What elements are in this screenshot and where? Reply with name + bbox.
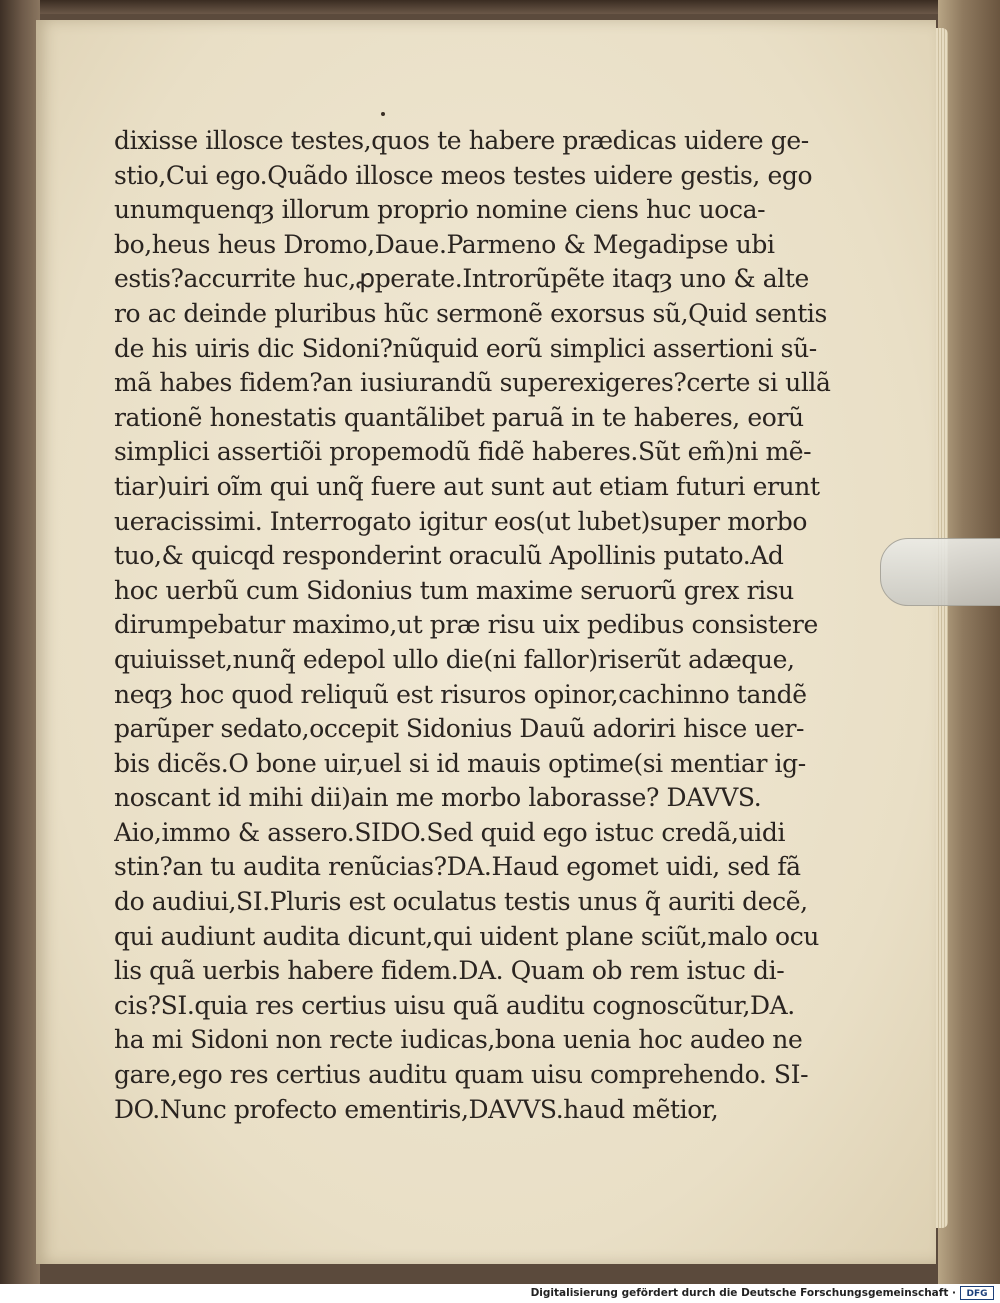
dfg-logo: DFG [960,1286,994,1300]
text-line: mã habes fidem?an iusiurandũ superexigeres?certe si ullã [114,368,831,398]
text-line: dirumpebatur maximo,ut præ risu uix pedibus consistere [114,610,818,640]
text-line: bo,heus heus Dromo,Daue.Parmeno & Megadipse ubi [114,229,775,259]
text-line: tiar)uiri oĩm qui unq̃ fuere aut sunt aut etiam futuri erunt [114,471,820,501]
text-line: Aio,immo & assero.SIDO.Sed quid ego istuc credã,uidi [114,817,786,847]
text-line: lis quã uerbis habere fidem.DA. Quam ob rem istuc di- [114,956,785,986]
binding-top [0,0,1000,14]
text-line: DO.Nunc profecto ementiris,DAVVS.haud mẽtior, [114,1094,719,1124]
text-line: quiuisset,nunq̃ edepol ullo die(ni fallor)riserũt adæque, [114,644,795,674]
text-line: do audiui,SI.Pluris est oculatus testis unus q̃ auriti decẽ, [114,887,808,917]
text-line: bis dicẽs.O bone uir,uel si id mauis optime(si mentiar ig- [114,748,806,778]
text-line: estis?accurrite huc,ꝓperate.Introrũpẽte itaqȝ uno & alte [114,264,809,294]
page-clip [880,538,1000,606]
text-line: ro ac deinde pluribus hũc sermonẽ exorsus sũ,Quid sentis [114,298,827,328]
text-line: neqȝ hoc quod reliquũ est risuros opinor,cachinno tandẽ [114,679,807,709]
text-line: hoc uerbũ cum Sidonius tum maxime seruorũ grex risu [114,575,794,605]
text-line: dixisse illosce testes,quos te habere prædicas uidere ge- [114,126,809,155]
text-line: rationẽ honestatis quantãlibet paruã in te haberes, eorũ [114,402,804,432]
footer-credit: Digitalisierung gefördert durch die Deutsche Forschungsgemeinschaft · [530,1287,956,1299]
text-line: noscant id mihi dii)ain me morbo laborasse? DAVVS. [114,783,762,813]
footer-bar [0,1284,1000,1303]
binding-left [0,0,40,1284]
text-line: stio,Cui ego.Quãdo illosce meos testes uidere gestis, ego [114,160,813,190]
text-line: ha mi Sidoni non recte iudicas,bona uenia hoc audeo ne [114,1025,803,1055]
text-line: simplici assertiõi propemodũ fidẽ haberes.Sũt em̃)ni mẽ- [114,437,812,467]
text-line: ueracissimi. Interrogato igitur eos(ut lubet)super morbo [114,506,807,536]
text-line: unumquenqȝ illorum proprio nomine ciens huc uoca- [114,195,766,225]
text-line: stin?an tu audita renũcias?DA.Haud egomet uidi, sed fã [114,852,801,882]
text-line: de his uiris dic Sidoni?nũquid eorũ simplici assertioni sũ- [114,333,817,363]
text-line: cis?SI.quia res certius uisu quã auditu cognoscũtur,DA. [114,990,795,1020]
text-line: gare,ego res certius auditu quam uisu comprehendo. SI- [114,1060,809,1090]
ink-mark [381,112,385,116]
page-text [114,124,834,1127]
text-line: parũper sedato,occepit Sidonius Dauũ adoriri hisce uer- [114,714,805,744]
text-line: qui audiunt audita dicunt,qui uident plane sciũt,malo ocu [114,921,820,951]
book-page [36,20,936,1264]
text-line: tuo,& quicqd responderint oraculũ Apollinis putato.Ad [114,541,784,571]
